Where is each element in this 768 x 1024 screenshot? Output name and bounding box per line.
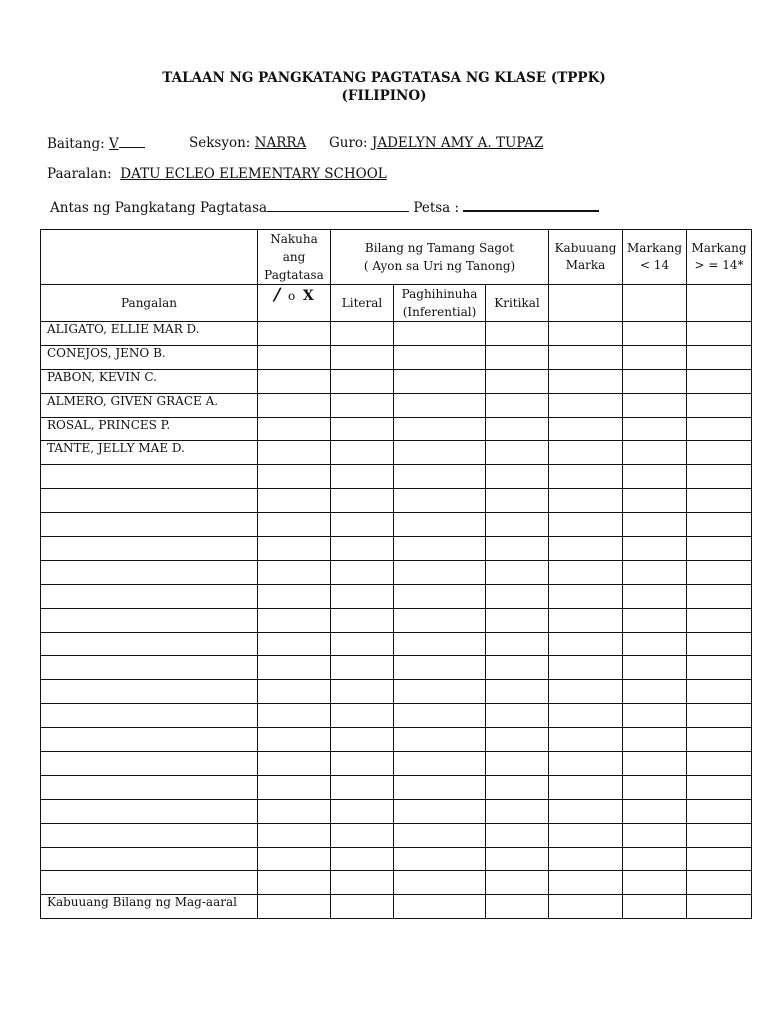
- score-cell[interactable]: [687, 728, 752, 752]
- score-cell[interactable]: [486, 823, 549, 847]
- score-cell[interactable]: [258, 728, 331, 752]
- student-name-cell: [41, 799, 258, 823]
- table-row: [41, 680, 752, 704]
- score-cell[interactable]: [549, 752, 623, 776]
- score-cell[interactable]: [549, 345, 623, 369]
- score-cell[interactable]: [486, 728, 549, 752]
- document-title: TALAAN NG PANGKATANG PAGTATASA NG KLASE (TPPK): [162, 70, 606, 86]
- header-empty-markang-gte: [687, 285, 752, 322]
- score-cell[interactable]: [549, 537, 623, 561]
- score-cell[interactable]: [549, 775, 623, 799]
- table-row: [41, 871, 752, 895]
- score-cell[interactable]: [687, 608, 752, 632]
- header-empty-markang-lt: [623, 285, 687, 322]
- score-cell[interactable]: [331, 656, 394, 680]
- table-row: [41, 799, 752, 823]
- score-cell[interactable]: [486, 704, 549, 728]
- score-cell[interactable]: [623, 847, 687, 871]
- score-cell[interactable]: [549, 608, 623, 632]
- score-cell[interactable]: [623, 871, 687, 895]
- score-cell[interactable]: [331, 823, 394, 847]
- header-paghihinuha-line1: Paghihinuha: [401, 287, 478, 301]
- score-cell[interactable]: [258, 537, 331, 561]
- score-cell[interactable]: [623, 799, 687, 823]
- score-cell[interactable]: [258, 680, 331, 704]
- score-cell[interactable]: [394, 752, 486, 776]
- score-cell[interactable]: [394, 417, 486, 441]
- score-cell[interactable]: [331, 895, 394, 919]
- score-cell[interactable]: [687, 489, 752, 513]
- score-cell[interactable]: [549, 441, 623, 465]
- header-kabuuang-line2: Marka: [565, 258, 606, 272]
- score-cell[interactable]: [486, 465, 549, 489]
- score-cell[interactable]: [549, 513, 623, 537]
- score-cell[interactable]: [687, 417, 752, 441]
- student-name-cell: [41, 704, 258, 728]
- score-cell[interactable]: [258, 632, 331, 656]
- score-cell[interactable]: [549, 847, 623, 871]
- score-cell[interactable]: [687, 775, 752, 799]
- table-row: [41, 775, 752, 799]
- score-cell[interactable]: [331, 775, 394, 799]
- table-row: [41, 393, 752, 417]
- header-bilang-line1: Bilang ng Tamang Sagot: [364, 241, 515, 255]
- score-cell[interactable]: [486, 369, 549, 393]
- table-row: [41, 345, 752, 369]
- score-cell[interactable]: [394, 345, 486, 369]
- score-cell[interactable]: [394, 584, 486, 608]
- score-cell[interactable]: [486, 799, 549, 823]
- score-cell[interactable]: [258, 608, 331, 632]
- score-cell[interactable]: [394, 871, 486, 895]
- score-cell[interactable]: [549, 823, 623, 847]
- score-cell[interactable]: [687, 393, 752, 417]
- table-row: [41, 513, 752, 537]
- student-name-cell: [41, 608, 258, 632]
- score-cell[interactable]: [687, 871, 752, 895]
- student-name-cell: ROSAL, PRINCES P.: [41, 417, 258, 441]
- petsa-label: Petsa :: [413, 200, 460, 216]
- score-cell[interactable]: [549, 369, 623, 393]
- header-markang-lt: [623, 230, 687, 285]
- score-cell[interactable]: [258, 847, 331, 871]
- header-empty-kabuuang: [549, 285, 623, 322]
- baitang-value: V: [108, 136, 119, 152]
- score-cell[interactable]: [623, 608, 687, 632]
- score-cell[interactable]: [486, 345, 549, 369]
- score-cell[interactable]: [331, 537, 394, 561]
- table-row: [41, 584, 752, 608]
- student-name-cell: [41, 537, 258, 561]
- guro-label: Guro:: [329, 135, 368, 151]
- score-cell[interactable]: [687, 656, 752, 680]
- antas-label: Antas ng Pangkatang Pagtatasa: [50, 200, 268, 216]
- score-cell[interactable]: [486, 752, 549, 776]
- score-cell[interactable]: [623, 537, 687, 561]
- score-cell[interactable]: [687, 345, 752, 369]
- header-nakuha-line1: Nakuha: [270, 232, 318, 246]
- header-paghihinuha: [394, 285, 486, 322]
- score-cell[interactable]: [331, 489, 394, 513]
- score-cell[interactable]: [394, 728, 486, 752]
- score-cell[interactable]: [623, 632, 687, 656]
- header-nakuha-line3: Pagtatasa: [264, 268, 324, 282]
- score-cell[interactable]: [623, 656, 687, 680]
- score-cell[interactable]: [331, 369, 394, 393]
- student-name-cell: TANTE, JELLY MAE D.: [41, 441, 258, 465]
- header-kabuuang: [549, 230, 623, 285]
- guro-field: [329, 135, 543, 151]
- baitang-field: [47, 135, 145, 152]
- x-mark-icon: X: [302, 288, 314, 304]
- score-cell[interactable]: [687, 799, 752, 823]
- score-cell[interactable]: [623, 441, 687, 465]
- table-row: [41, 417, 752, 441]
- student-name-cell: [41, 513, 258, 537]
- total-row: [41, 895, 752, 919]
- score-cell[interactable]: [486, 322, 549, 346]
- header-nakuha-line2: ang: [282, 250, 306, 264]
- score-cell[interactable]: [486, 680, 549, 704]
- score-cell[interactable]: [623, 345, 687, 369]
- score-cell[interactable]: [549, 417, 623, 441]
- score-cell[interactable]: [331, 513, 394, 537]
- score-cell[interactable]: [486, 847, 549, 871]
- table-row: [41, 752, 752, 776]
- student-name-cell: [41, 775, 258, 799]
- score-cell[interactable]: [549, 728, 623, 752]
- score-cell[interactable]: [687, 513, 752, 537]
- score-cell[interactable]: [623, 752, 687, 776]
- header-kabuuang-line1: Kabuuang: [554, 241, 617, 255]
- seksyon-label: Seksyon:: [189, 135, 251, 151]
- header-symbols: [258, 285, 331, 322]
- score-cell[interactable]: [486, 393, 549, 417]
- baitang-underline: [119, 135, 145, 148]
- header-paghihinuha-line2: (Inferential): [402, 305, 477, 319]
- score-cell[interactable]: [331, 393, 394, 417]
- table-row: [41, 489, 752, 513]
- score-cell[interactable]: [258, 393, 331, 417]
- score-cell[interactable]: [394, 393, 486, 417]
- score-cell[interactable]: [549, 584, 623, 608]
- antas-field: [50, 198, 599, 216]
- score-cell[interactable]: [623, 704, 687, 728]
- antas-blank: [267, 199, 409, 212]
- symbol-or: o: [288, 289, 296, 303]
- score-cell[interactable]: [623, 513, 687, 537]
- score-cell[interactable]: [258, 823, 331, 847]
- guro-value: JADELYN AMY A. TUPAZ: [371, 135, 544, 151]
- score-cell[interactable]: [623, 393, 687, 417]
- score-cell[interactable]: [623, 680, 687, 704]
- score-cell[interactable]: [258, 656, 331, 680]
- header-empty-cell: [41, 230, 258, 285]
- score-cell[interactable]: [394, 560, 486, 584]
- header-row-1: [41, 230, 752, 285]
- header-literal: Literal: [331, 285, 394, 322]
- score-cell[interactable]: [394, 895, 486, 919]
- score-cell[interactable]: [623, 728, 687, 752]
- paaralan-value: DATU ECLEO ELEMENTARY SCHOOL: [120, 166, 387, 182]
- score-cell[interactable]: [687, 465, 752, 489]
- assessment-table: [40, 229, 752, 919]
- score-cell[interactable]: [331, 345, 394, 369]
- score-cell[interactable]: [394, 537, 486, 561]
- score-cell[interactable]: [394, 799, 486, 823]
- table-row: [41, 656, 752, 680]
- score-cell[interactable]: [687, 441, 752, 465]
- score-cell[interactable]: [687, 560, 752, 584]
- score-cell[interactable]: [623, 584, 687, 608]
- score-cell[interactable]: [331, 632, 394, 656]
- score-cell[interactable]: [258, 775, 331, 799]
- score-cell[interactable]: [549, 393, 623, 417]
- student-name-cell: [41, 489, 258, 513]
- table-row: [41, 608, 752, 632]
- student-name-cell: [41, 680, 258, 704]
- score-cell[interactable]: [331, 680, 394, 704]
- score-cell[interactable]: [331, 799, 394, 823]
- score-cell[interactable]: [258, 345, 331, 369]
- score-cell[interactable]: [394, 704, 486, 728]
- petsa-blank: [463, 198, 599, 212]
- header-nakuha: [258, 230, 331, 285]
- score-cell[interactable]: [486, 513, 549, 537]
- student-name-cell: [41, 465, 258, 489]
- student-name-cell: Kabuuang Bilang ng Mag-aaral: [41, 895, 258, 919]
- score-cell[interactable]: [486, 417, 549, 441]
- score-cell[interactable]: [549, 465, 623, 489]
- score-cell[interactable]: [549, 895, 623, 919]
- table-row: [41, 632, 752, 656]
- student-name-cell: CONEJOS, JENO B.: [41, 345, 258, 369]
- score-cell[interactable]: [331, 752, 394, 776]
- score-cell[interactable]: [394, 775, 486, 799]
- header-bilang-line2: ( Ayon sa Uri ng Tanong): [363, 259, 516, 273]
- score-cell[interactable]: [623, 895, 687, 919]
- score-cell[interactable]: [486, 441, 549, 465]
- score-cell[interactable]: [486, 871, 549, 895]
- score-cell[interactable]: [486, 632, 549, 656]
- header-markang-gte-line1: Markang: [691, 241, 747, 255]
- table-row: [41, 704, 752, 728]
- table-row: [41, 560, 752, 584]
- score-cell[interactable]: [623, 369, 687, 393]
- score-cell[interactable]: [486, 489, 549, 513]
- table-row: [41, 322, 752, 346]
- score-cell[interactable]: [549, 656, 623, 680]
- score-cell[interactable]: [687, 584, 752, 608]
- score-cell[interactable]: [331, 847, 394, 871]
- table-row: [41, 369, 752, 393]
- score-cell[interactable]: [331, 584, 394, 608]
- score-cell[interactable]: [687, 537, 752, 561]
- score-cell[interactable]: [687, 847, 752, 871]
- score-cell[interactable]: [549, 704, 623, 728]
- table-row: [41, 465, 752, 489]
- student-name-cell: [41, 752, 258, 776]
- student-name-cell: ALIGATO, ELLIE MAR D.: [41, 322, 258, 346]
- score-cell[interactable]: [549, 322, 623, 346]
- score-cell[interactable]: [623, 775, 687, 799]
- seksyon-value: NARRA: [254, 135, 307, 151]
- check-slash-icon: /: [272, 285, 283, 305]
- seksyon-field: [189, 135, 306, 151]
- score-cell[interactable]: [331, 871, 394, 895]
- score-cell[interactable]: [331, 728, 394, 752]
- score-cell[interactable]: [394, 441, 486, 465]
- score-cell[interactable]: [623, 417, 687, 441]
- paaralan-field: [47, 166, 387, 182]
- header-markang-lt-line2: < 14: [639, 258, 670, 272]
- student-name-cell: ALMERO, GIVEN GRACE A.: [41, 393, 258, 417]
- score-cell[interactable]: [687, 322, 752, 346]
- student-name-cell: [41, 560, 258, 584]
- score-cell[interactable]: [687, 823, 752, 847]
- student-name-cell: [41, 871, 258, 895]
- header-markang-gte-line2: > = 14*: [694, 258, 744, 272]
- score-cell[interactable]: [331, 608, 394, 632]
- score-cell[interactable]: [394, 608, 486, 632]
- score-cell[interactable]: [549, 560, 623, 584]
- score-cell[interactable]: [687, 632, 752, 656]
- table-row: [41, 823, 752, 847]
- score-cell[interactable]: [687, 752, 752, 776]
- score-cell[interactable]: [486, 608, 549, 632]
- score-cell[interactable]: [549, 632, 623, 656]
- paaralan-label: Paaralan:: [47, 166, 112, 182]
- score-cell[interactable]: [394, 632, 486, 656]
- student-name-cell: PABON, KEVIN C.: [41, 369, 258, 393]
- score-cell[interactable]: [486, 560, 549, 584]
- score-cell[interactable]: [687, 680, 752, 704]
- score-cell[interactable]: [394, 489, 486, 513]
- score-cell[interactable]: [623, 560, 687, 584]
- score-cell[interactable]: [486, 584, 549, 608]
- score-cell[interactable]: [394, 322, 486, 346]
- student-name-cell: [41, 656, 258, 680]
- header-row-2: [41, 285, 752, 322]
- score-cell[interactable]: [394, 369, 486, 393]
- table-row: [41, 728, 752, 752]
- score-cell[interactable]: [486, 656, 549, 680]
- score-cell[interactable]: [486, 537, 549, 561]
- score-cell[interactable]: [258, 584, 331, 608]
- score-cell[interactable]: [331, 704, 394, 728]
- score-cell[interactable]: [623, 823, 687, 847]
- score-cell[interactable]: [331, 322, 394, 346]
- score-cell[interactable]: [687, 369, 752, 393]
- table-row: [41, 537, 752, 561]
- student-name-cell: [41, 847, 258, 871]
- baitang-label: Baitang:: [47, 136, 105, 152]
- score-cell[interactable]: [687, 704, 752, 728]
- score-cell[interactable]: [258, 441, 331, 465]
- score-cell[interactable]: [394, 656, 486, 680]
- score-cell[interactable]: [394, 823, 486, 847]
- score-cell[interactable]: [258, 871, 331, 895]
- score-cell[interactable]: [394, 513, 486, 537]
- score-cell[interactable]: [258, 560, 331, 584]
- header-markang-gte: [687, 230, 752, 285]
- score-cell[interactable]: [258, 417, 331, 441]
- score-cell[interactable]: [258, 489, 331, 513]
- score-cell[interactable]: [549, 871, 623, 895]
- student-name-cell: [41, 632, 258, 656]
- score-cell[interactable]: [258, 369, 331, 393]
- header-pangalan: Pangalan: [41, 285, 258, 322]
- score-cell[interactable]: [394, 680, 486, 704]
- score-cell[interactable]: [331, 560, 394, 584]
- score-cell[interactable]: [549, 489, 623, 513]
- score-cell[interactable]: [258, 704, 331, 728]
- score-cell[interactable]: [331, 417, 394, 441]
- score-cell[interactable]: [623, 465, 687, 489]
- table-row: [41, 441, 752, 465]
- header-markang-lt-line1: Markang: [627, 241, 683, 255]
- score-cell[interactable]: [486, 895, 549, 919]
- student-name-cell: [41, 584, 258, 608]
- score-cell[interactable]: [331, 441, 394, 465]
- student-name-cell: [41, 823, 258, 847]
- score-cell[interactable]: [623, 322, 687, 346]
- score-cell[interactable]: [258, 465, 331, 489]
- score-cell[interactable]: [258, 895, 331, 919]
- score-cell[interactable]: [549, 799, 623, 823]
- header-bilang: [331, 230, 549, 285]
- score-cell[interactable]: [687, 895, 752, 919]
- table-row: [41, 847, 752, 871]
- score-cell[interactable]: [258, 322, 331, 346]
- score-cell[interactable]: [394, 847, 486, 871]
- header-kritikal: Kritikal: [486, 285, 549, 322]
- score-cell[interactable]: [331, 465, 394, 489]
- score-cell[interactable]: [258, 799, 331, 823]
- student-name-cell: [41, 728, 258, 752]
- score-cell[interactable]: [486, 775, 549, 799]
- score-cell[interactable]: [623, 489, 687, 513]
- score-cell[interactable]: [394, 465, 486, 489]
- score-cell[interactable]: [258, 752, 331, 776]
- score-cell[interactable]: [549, 680, 623, 704]
- document-subtitle: (FILIPINO): [341, 88, 427, 104]
- score-cell[interactable]: [258, 513, 331, 537]
